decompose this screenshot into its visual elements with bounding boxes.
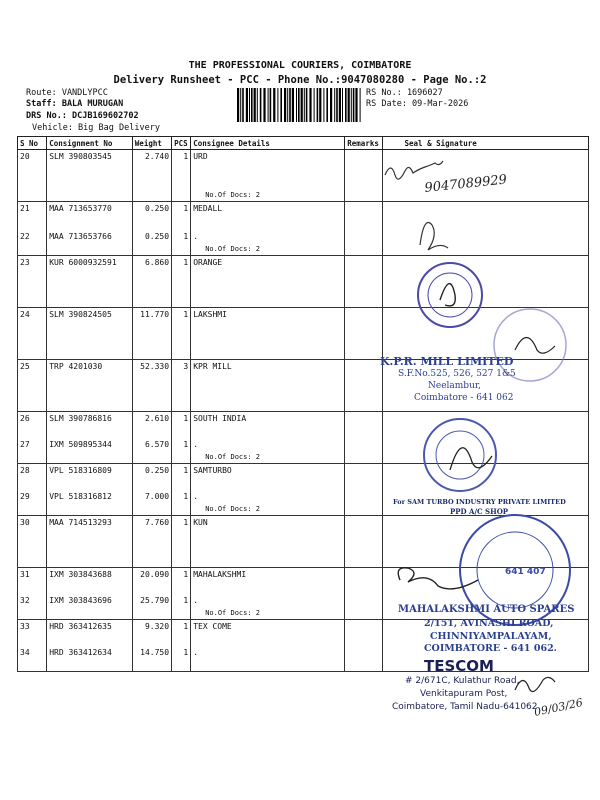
row-docs-count: No.Of Docs: 2 bbox=[205, 504, 260, 513]
row-sno-text: 24 bbox=[20, 310, 30, 319]
row-pcs-text: 1 bbox=[183, 491, 189, 501]
tescom-stamp-line1: # 2/671C, Kulathur Road, bbox=[405, 676, 520, 686]
handwritten-phone: 9047089929 bbox=[423, 172, 508, 196]
row-sno-text: 28 bbox=[20, 466, 30, 475]
kpr-stamp-line3: Coimbatore - 641 062 bbox=[414, 393, 514, 403]
row-consignment-no-text: MAA 714513293 bbox=[49, 518, 112, 527]
row-consignee-text: ORANGE bbox=[193, 258, 223, 267]
row-weight-text: 52.330 bbox=[140, 362, 170, 371]
row-consignee-text: URD bbox=[193, 152, 208, 161]
row-consignee-text: KPR MILL bbox=[193, 362, 232, 371]
row-consignment-no-text: SLM 390824505 bbox=[49, 310, 112, 319]
row-consignment-no-text: SLM 390803545 bbox=[49, 152, 112, 161]
row-weight-text: 20.090 bbox=[140, 570, 170, 579]
tescom-date: 09/03/26 bbox=[532, 695, 584, 719]
row-consignment-no-text: VPL 518316812 bbox=[49, 491, 112, 501]
row-pcs-text: 1 bbox=[183, 414, 189, 423]
row-consignment-no-text: IXM 303843696 bbox=[49, 595, 112, 605]
tescom-stamp-name: TESCOM bbox=[424, 657, 494, 675]
page-subtitle: Delivery Runsheet - PCC - Phone No.:9047080280 - Page No.:2 bbox=[113, 74, 487, 86]
row-consignee-text: . bbox=[193, 231, 199, 241]
mahalakshmi-stamp-line1: 2/151, AVINASHI ROAD, bbox=[424, 618, 554, 629]
row-consignment-no-text: VPL 518316809 bbox=[49, 466, 112, 475]
header-weight: Weight bbox=[132, 137, 171, 150]
row-consignment-no-text: SLM 390786816 bbox=[49, 414, 112, 423]
signature-23 bbox=[440, 284, 455, 306]
south-india-stamp-outer bbox=[424, 419, 496, 491]
rs-number: RS No.: 1696027 bbox=[366, 88, 443, 98]
row-pcs-text: 1 bbox=[183, 570, 189, 579]
row-weight-text: 9.320 bbox=[144, 622, 170, 631]
samturbo-stamp-line1: For SAM TURBO INDUSTRY PRIVATE LIMITED bbox=[393, 498, 566, 506]
row-pcs-text: 1 bbox=[183, 622, 189, 631]
signature-20 bbox=[385, 161, 443, 179]
row-consignee-text: . bbox=[193, 647, 199, 657]
row-sno-text: 21 bbox=[20, 204, 30, 213]
signature-33 bbox=[515, 677, 555, 691]
header-consignee: Consignee Details bbox=[191, 137, 345, 150]
row-consignee-text: LAKSHMI bbox=[193, 310, 227, 319]
drs-number: DRS No.: DCJB169602702 bbox=[26, 111, 139, 121]
row-weight-text: 6.570 bbox=[144, 439, 170, 449]
row-consignment-no-text: HRD 363412634 bbox=[49, 647, 112, 657]
kun-code: 641 407 bbox=[505, 567, 546, 577]
row-consignment-no-text: HRD 363412635 bbox=[49, 622, 112, 631]
row-sno-text: 25 bbox=[20, 362, 30, 371]
signature-21 bbox=[420, 223, 448, 251]
row-docs-count: No.Of Docs: 2 bbox=[205, 244, 260, 253]
row-consignee-text: SAMTURBO bbox=[193, 466, 232, 475]
route: Route: VANDLYPCC bbox=[26, 88, 108, 98]
header-seal: Seal & Signature bbox=[382, 137, 588, 150]
row-pcs-text: 1 bbox=[183, 152, 189, 161]
signature-24 bbox=[515, 338, 555, 354]
row-pcs-text: 1 bbox=[183, 231, 189, 241]
row-pcs-text: 3 bbox=[183, 362, 189, 371]
row-weight-text: 0.250 bbox=[144, 466, 170, 475]
row-pcs-text: 1 bbox=[183, 647, 189, 657]
page-title: THE PROFESSIONAL COURIERS, COIMBATORE bbox=[188, 60, 412, 71]
row-weight-text: 7.000 bbox=[144, 491, 170, 501]
row-sno-text: 20 bbox=[20, 152, 30, 161]
row-sno-text: 26 bbox=[20, 414, 30, 423]
row-consignee-text: MAHALAKSHMI bbox=[193, 570, 247, 579]
row-weight-text: 2.610 bbox=[144, 414, 170, 423]
row-weight-text: 2.740 bbox=[144, 152, 170, 161]
row-weight-text: 25.790 bbox=[140, 595, 170, 605]
row-sno-text: 32 bbox=[20, 595, 30, 605]
mahalakshmi-stamp-name: MAHALAKSHMI AUTO SPARES bbox=[398, 604, 575, 615]
row-weight-text: 0.250 bbox=[144, 231, 170, 241]
kpr-stamp-line1: S.F.No.525, 526, 527 1&5 bbox=[398, 369, 516, 379]
row-consignee-text: . bbox=[193, 491, 199, 501]
tescom-stamp-line3: Coimbatore, Tamil Nadu-641062 bbox=[392, 702, 538, 712]
tescom-stamp-line2: Venkitapuram Post, bbox=[420, 689, 508, 699]
vehicle: Vehicle: Big Bag Delivery bbox=[32, 123, 160, 133]
row-sno-text: 34 bbox=[20, 647, 30, 657]
row-consignment-no-text: MAA 713653770 bbox=[49, 204, 112, 213]
row-pcs-text: 1 bbox=[183, 439, 189, 449]
row-weight-text: 7.760 bbox=[144, 518, 170, 527]
kpr-stamp-line2: Neelambur, bbox=[428, 381, 482, 391]
row-docs-count: No.Of Docs: 2 bbox=[205, 452, 260, 461]
row-sno-text: 30 bbox=[20, 518, 30, 527]
header-sno: S No bbox=[18, 137, 47, 150]
header-remarks: Remarks bbox=[345, 137, 382, 150]
row-pcs-text: 1 bbox=[183, 595, 189, 605]
row-consignee-text: . bbox=[193, 595, 199, 605]
row-consignment-no-text: MAA 713653766 bbox=[49, 231, 112, 241]
row-sno-text: 27 bbox=[20, 439, 30, 449]
row-pcs-text: 1 bbox=[183, 204, 189, 213]
row-consignment-no-text: TRP 4201030 bbox=[49, 362, 103, 371]
row-consignment-no-text: IXM 303843688 bbox=[49, 570, 112, 579]
row-pcs-text: 1 bbox=[183, 258, 189, 267]
row-weight-text: 0.250 bbox=[144, 204, 170, 213]
mahalakshmi-stamp-line3: COIMBATORE - 641 062. bbox=[424, 643, 557, 654]
mahalakshmi-stamp-line2: CHINNIYAMPALAYAM, bbox=[430, 631, 552, 642]
row-weight-text: 14.750 bbox=[140, 647, 170, 657]
row-consignee-text: KUN bbox=[193, 518, 208, 527]
row-pcs-text: 1 bbox=[183, 310, 189, 319]
row-consignee-text: MEDALL bbox=[193, 204, 223, 213]
row-weight-text: 6.860 bbox=[144, 258, 170, 267]
row-consignee-text: SOUTH INDIA bbox=[193, 414, 247, 423]
row-consignment-no-text: IXM 509895344 bbox=[49, 439, 112, 449]
signature-30 bbox=[398, 568, 478, 589]
row-consignment-no-text: KUR 6000932591 bbox=[49, 258, 117, 267]
south-india-stamp-inner bbox=[436, 431, 484, 479]
samturbo-stamp-line2: PPD A/C SHOP bbox=[450, 507, 509, 516]
row-sno-text: 22 bbox=[20, 231, 30, 241]
signature-26 bbox=[450, 448, 492, 470]
row-pcs-text: 1 bbox=[183, 518, 189, 527]
row-consignee-text: . bbox=[193, 439, 199, 449]
staff: Staff: BALA MURUGAN bbox=[26, 99, 124, 109]
header-consignment: Consignment No bbox=[47, 137, 133, 150]
row-sno-text: 31 bbox=[20, 570, 30, 579]
header-pcs: PCS bbox=[172, 137, 191, 150]
row-sno-text: 33 bbox=[20, 622, 30, 631]
row-docs-count: No.Of Docs: 2 bbox=[205, 608, 260, 617]
orange-stamp-inner bbox=[428, 273, 472, 317]
rs-date: RS Date: 09-Mar-2026 bbox=[366, 99, 469, 109]
row-pcs-text: 1 bbox=[183, 466, 189, 475]
row-docs-count: No.Of Docs: 2 bbox=[205, 191, 260, 199]
row-sno-text: 23 bbox=[20, 258, 30, 267]
row-weight-text: 11.770 bbox=[140, 310, 170, 319]
row-consignee-text: TEX COME bbox=[193, 622, 232, 631]
row-sno-text: 29 bbox=[20, 491, 30, 501]
kpr-stamp-name: K.P.R. MILL LIMITED bbox=[380, 355, 514, 368]
